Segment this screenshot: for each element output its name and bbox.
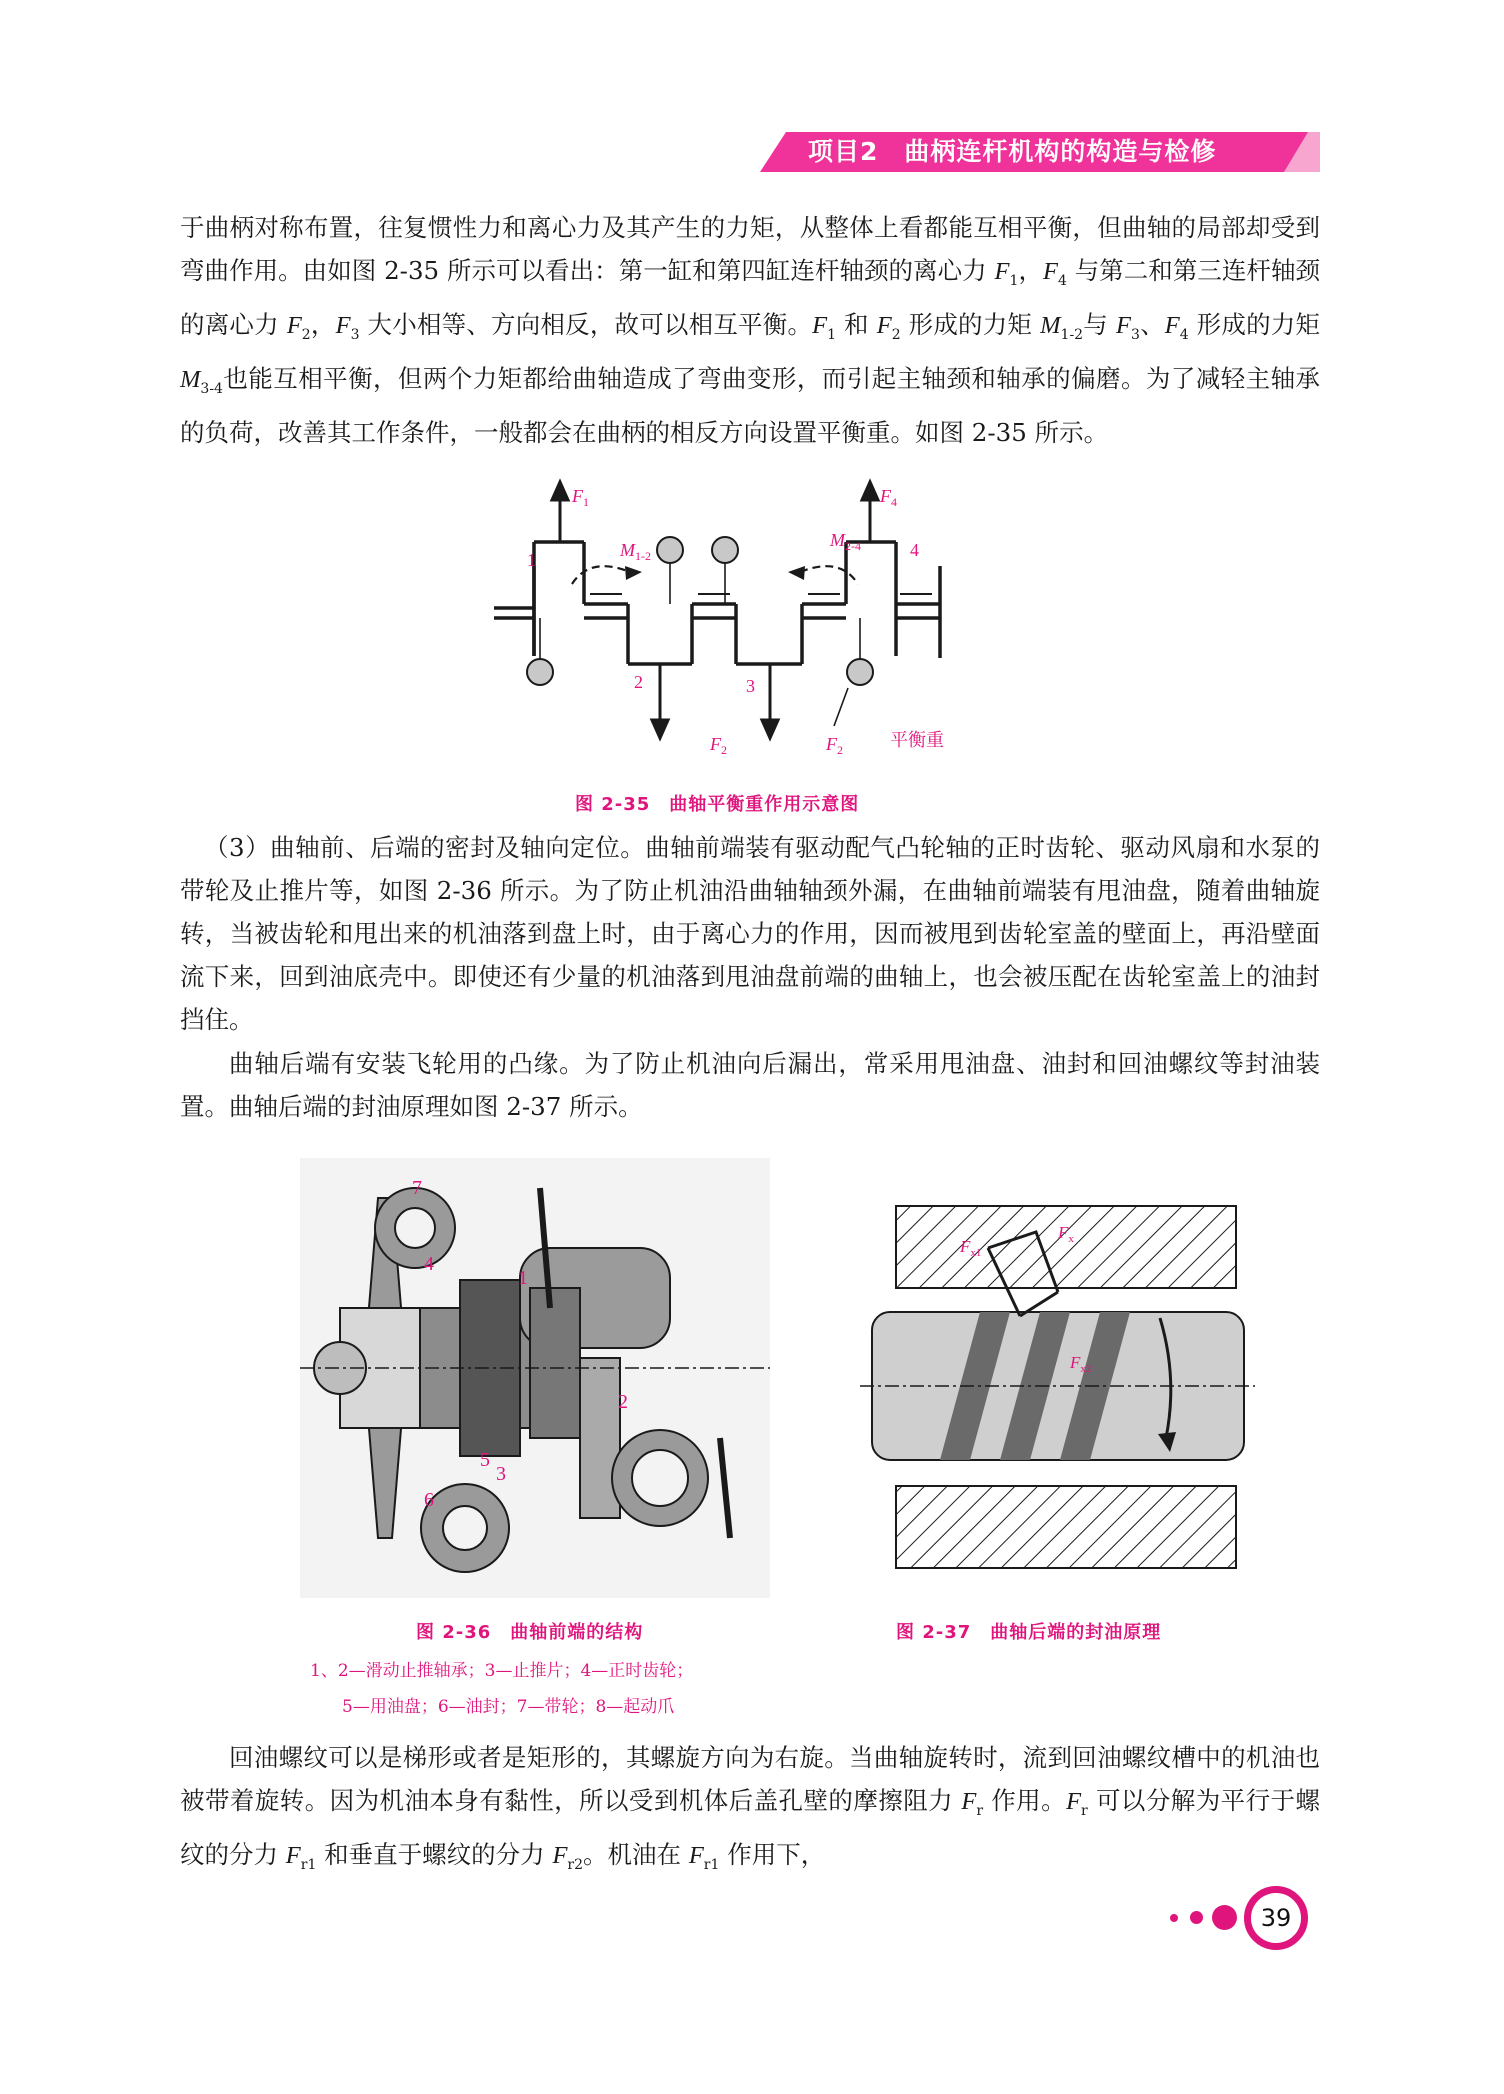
page-number: 39 (1244, 1886, 1308, 1950)
label-crank-4: 4 (910, 540, 919, 560)
label-Fx1: $F_{x1}$ (960, 1237, 982, 1259)
page-dot-large (1212, 1905, 1237, 1930)
label-part-1: 1 (518, 1267, 528, 1289)
label-M12: $M_{1-2}$ (620, 540, 651, 563)
paragraph-front-seal: （3）曲轴前、后端的密封及轴向定位。曲轴前端装有驱动配气凸轮轴的正时齿轮、驱动风扇和水泵的带轮及止推片等，如图 2-36 所示。为了防止机油沿曲轴轴颈外漏，在曲轴前端装有甩油盘，随着曲轴旋转，当被齿轮和甩出来的机油落到盘上时，由于离心力的作用，因而被甩到齿轮室盖的壁面上，再沿壁面流下来，回到油底壳中。即使还有少量的机油落到甩油盘前端的曲轴上，也会被压配在齿轮室盖上的油封挡住。 (180, 833, 1320, 1034)
figure-crankshaft-front (300, 1158, 770, 1598)
caption-fig-2-37: 图 2-37 曲轴后端的封油原理 (896, 1622, 1162, 1643)
label-F1: $F_1$ (572, 486, 589, 509)
paragraph-balance: 于曲柄对称布置，往复惯性力和离心力及其产生的力矩，从整体上看都能互相平衡，但曲轴的局部却受到弯曲作用。由如图 2-35 所示可以看出：第一缸和第四缸连杆轴颈的离心力 $F_1$，$F_4$ 与第二和第三连杆轴颈的离心力 $F_2$，$F_3$ 大小相等、方向相反，故可以相互平衡。$F_1$ 和 $F_2$ 形成的力矩 $M_{1-2}$与 $F_3$、$F_4$ 形成的力矩 $M_{3-4}$也能互相平衡，但两个力矩都给曲轴造成了弯曲变形，而引起主轴颈和轴承的偏磨。为了减轻主轴承的负荷，改善其工作条件，一般都会在曲柄的相反方向设置平衡重。如图 2-35 所示。 (180, 213, 1320, 447)
label-crank-2: 2 (634, 672, 643, 692)
caption-fig-2-35: 图 2-35 曲轴平衡重作用示意图 (575, 794, 860, 815)
page-dot-small (1170, 1914, 1178, 1922)
legend-fig-2-36-line2: 5—用油盘；6—油封；7—带轮；8—起动爪 (342, 1697, 675, 1717)
label-crank-3: 3 (746, 676, 755, 696)
label-part-3: 3 (496, 1463, 506, 1485)
label-part-5: 5 (480, 1449, 490, 1471)
label-F4: $F_4$ (880, 486, 897, 509)
label-Fx: $F_x$ (1058, 1223, 1074, 1245)
figure-crankshaft-balance (480, 476, 1040, 776)
label-F2-right: $F_2$ (826, 734, 843, 757)
label-F2-left: $F_2$ (710, 734, 727, 757)
label-M24: $M_{2-4}$ (830, 530, 861, 553)
label-Fx2: $F_{x2}$ (1070, 1353, 1092, 1375)
figure-oil-return-thread (860, 1188, 1255, 1593)
label-part-6: 6 (424, 1489, 434, 1511)
legend-fig-2-36-line1: 1、2—滑动止推轴承；3—止推片；4—正时齿轮； (310, 1661, 694, 1681)
caption-fig-2-36: 图 2-36 曲轴前端的结构 (416, 1622, 644, 1643)
paragraph-oil-thread: 回油螺纹可以是梯形或者是矩形的，其螺旋方向为右旋。当曲轴旋转时，流到回油螺纹槽中的机油也被带着旋转。因为机油本身有黏性，所以受到机体后盖孔壁的摩擦阻力 $F_r$ 作用。$F_r$ 可以分解为平行于螺纹的分力 $F_{r1}$ 和垂直于螺纹的分力 $F_{r2}$。机油在 $F_{r1}$ 作用下， (180, 1743, 1320, 1873)
label-counterweight: 平衡重 (890, 730, 944, 751)
label-part-2: 2 (618, 1391, 628, 1413)
label-part-4: 4 (424, 1253, 434, 1275)
paragraph-rear-seal: 曲轴后端有安装飞轮用的凸缘。为了防止机油向后漏出，常采用甩油盘、油封和回油螺纹等封油装置。曲轴后端的封油原理如图 2-37 所示。 (180, 1049, 1320, 1121)
page-dot-medium (1190, 1911, 1203, 1924)
label-part-7: 7 (412, 1177, 422, 1199)
label-crank-1: 1 (527, 550, 536, 570)
header-title: 项目2 曲柄连杆机构的构造与检修 (808, 137, 1217, 166)
